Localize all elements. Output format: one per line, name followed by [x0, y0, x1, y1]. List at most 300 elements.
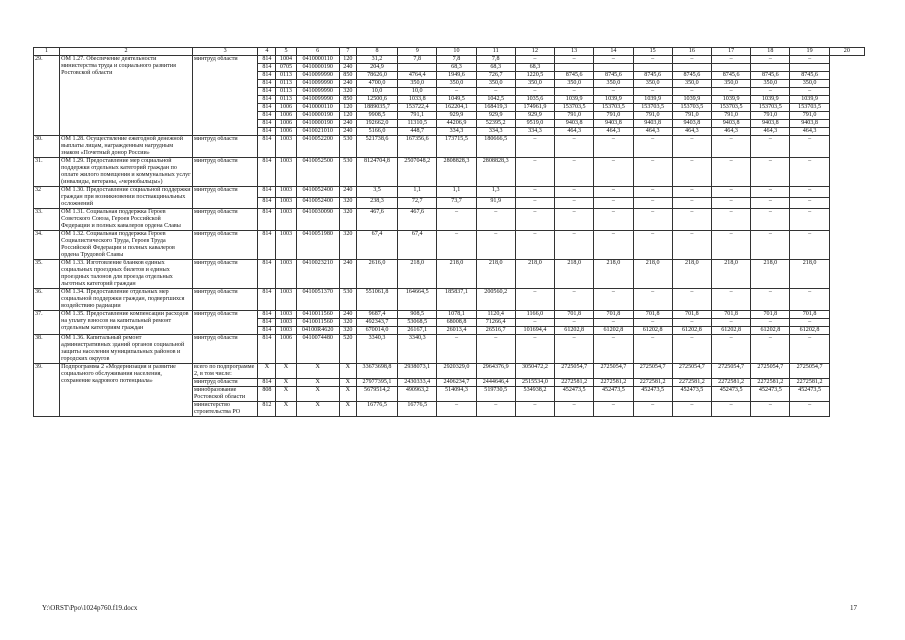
- value-cell: –: [633, 158, 672, 187]
- header-cell: 7: [339, 48, 356, 56]
- value-cell: 1003: [276, 136, 296, 158]
- value-cell: 1042,5: [476, 96, 515, 104]
- value-cell: 7,8: [398, 56, 437, 64]
- value-cell: –: [437, 402, 476, 417]
- value-cell: 701,8: [790, 311, 829, 319]
- value-cell: 0410023210: [296, 260, 339, 289]
- header-cell: 8: [356, 48, 397, 56]
- value-cell: 68,3: [476, 64, 515, 72]
- value-cell: 350,0: [633, 80, 672, 88]
- value-cell: –: [751, 198, 790, 209]
- row-number-cell: 32: [34, 187, 60, 209]
- row-number-cell: 33.: [34, 209, 60, 231]
- value-cell: 0410052500: [296, 158, 339, 187]
- value-cell: –: [476, 209, 515, 231]
- value-cell: 492343,7: [356, 319, 397, 327]
- value-cell: –: [633, 136, 672, 158]
- value-cell: 2406234,7: [437, 379, 476, 387]
- value-cell: –: [672, 335, 711, 364]
- value-cell: 814: [258, 80, 276, 88]
- value-cell: 0113: [276, 80, 296, 88]
- value-cell: –: [515, 88, 554, 96]
- value-cell: 0410051370: [296, 289, 339, 311]
- value-cell: –: [712, 402, 751, 417]
- value-cell: 218,0: [398, 260, 437, 289]
- header-row: [34, 48, 865, 56]
- value-cell: 1039,9: [790, 96, 829, 104]
- value-cell: 701,8: [555, 311, 594, 319]
- value-cell: –: [672, 209, 711, 231]
- value-cell: 0410000190: [296, 120, 339, 128]
- value-cell: 467,6: [398, 209, 437, 231]
- value-cell: 814: [258, 319, 276, 327]
- value-cell: 1006: [276, 120, 296, 128]
- value-cell: 3340,3: [398, 335, 437, 364]
- value-cell: 200560,2: [476, 289, 515, 311]
- value-cell: 791,0: [712, 112, 751, 120]
- header-cell: 11: [476, 48, 515, 56]
- value-cell: 9403,8: [594, 120, 633, 128]
- row-number-cell: 31.: [34, 158, 60, 187]
- value-cell: 929,9: [515, 112, 554, 120]
- budget-table: [33, 47, 865, 417]
- value-cell: 120: [339, 104, 356, 112]
- value-cell: –: [555, 231, 594, 260]
- value-cell: –: [712, 335, 751, 364]
- value-cell: 31,2: [356, 56, 397, 64]
- value-cell: –: [712, 209, 751, 231]
- value-cell: –: [790, 289, 829, 311]
- value-cell: 726,7: [476, 72, 515, 80]
- executor-cell: министерство строительства РО: [192, 402, 257, 417]
- value-cell: 218,0: [672, 260, 711, 289]
- value-cell: –: [594, 289, 633, 311]
- value-cell: [790, 64, 829, 72]
- value-cell: 514094,3: [437, 387, 476, 402]
- value-cell: –: [515, 56, 554, 64]
- value-cell: –: [555, 158, 594, 187]
- value-cell: 120: [339, 112, 356, 120]
- value-cell: 1039,9: [712, 96, 751, 104]
- value-cell: 180666,5: [476, 136, 515, 158]
- measure-name-cell: ОМ 1.33. Изготовление бланков единых социальных проездных билетов и единых проездных талонов для проезда отдельных льготных категорий граждан: [60, 260, 193, 289]
- value-cell: –: [751, 56, 790, 64]
- value-cell: Х: [339, 364, 356, 379]
- header-cell: 17: [712, 48, 751, 56]
- row-number-cell: 29.: [34, 56, 60, 136]
- value-cell: 320: [339, 231, 356, 260]
- value-cell: 218,0: [633, 260, 672, 289]
- value-cell: –: [476, 402, 515, 417]
- table-row: [34, 231, 865, 260]
- value-cell: 218,0: [790, 260, 829, 289]
- value-cell: –: [633, 88, 672, 96]
- row-number-cell: 37.: [34, 311, 60, 335]
- value-cell: –: [751, 231, 790, 260]
- value-cell: 9908,5: [356, 112, 397, 120]
- value-cell: 452473,5: [633, 387, 672, 402]
- value-cell: 1220,5: [515, 72, 554, 80]
- value-cell: –: [790, 335, 829, 364]
- value-cell: 0410021010: [296, 128, 339, 136]
- value-cell: 814: [258, 120, 276, 128]
- measure-name-cell: ОМ 1.28. Осуществление ежегодной денежной выплаты лицам, награжденным нагрудным знаком «Почетный донор России»: [60, 136, 193, 158]
- value-cell: –: [594, 136, 633, 158]
- value-cell: –: [515, 187, 554, 198]
- value-cell: 2725054,7: [594, 364, 633, 379]
- value-cell: –: [633, 198, 672, 209]
- value-cell: –: [712, 231, 751, 260]
- value-cell: 1004: [276, 56, 296, 64]
- value-cell: 153703,5: [555, 104, 594, 112]
- executor-cell: минтруд области: [192, 231, 257, 260]
- value-cell: –: [751, 136, 790, 158]
- value-cell: –: [790, 187, 829, 198]
- header-cell: 4: [258, 48, 276, 56]
- row-number-cell: 30.: [34, 136, 60, 158]
- value-cell: 1039,9: [594, 96, 633, 104]
- value-cell: 1039,9: [633, 96, 672, 104]
- value-cell: –: [751, 319, 790, 327]
- value-cell: 1889035,7: [356, 104, 397, 112]
- value-cell: 701,8: [672, 311, 711, 319]
- value-cell: 8745,6: [790, 72, 829, 80]
- value-cell: 0410000190: [296, 64, 339, 72]
- value-cell: 8745,6: [712, 72, 751, 80]
- value-cell: 204,9: [356, 64, 397, 72]
- value-cell: –: [672, 136, 711, 158]
- value-cell: 91,9: [476, 198, 515, 209]
- value-cell: –: [790, 319, 829, 327]
- value-cell: –: [672, 319, 711, 327]
- value-cell: –: [515, 136, 554, 158]
- executor-cell: минтруд области: [192, 260, 257, 289]
- value-cell: 61202,8: [555, 327, 594, 335]
- value-cell: 68,3: [437, 64, 476, 72]
- value-cell: 153722,4: [398, 104, 437, 112]
- value-cell: [398, 64, 437, 72]
- value-cell: –: [594, 187, 633, 198]
- value-cell: Х: [276, 364, 296, 379]
- value-cell: 72,7: [398, 198, 437, 209]
- value-cell: 9403,8: [712, 120, 751, 128]
- value-cell: 0410099990: [296, 96, 339, 104]
- value-cell: 101694,4: [515, 327, 554, 335]
- value-cell: –: [790, 158, 829, 187]
- value-cell: –: [712, 158, 751, 187]
- value-cell: –: [633, 289, 672, 311]
- value-cell: [633, 64, 672, 72]
- value-cell: 67,4: [398, 231, 437, 260]
- table-row: [34, 335, 865, 364]
- value-cell: 16776,5: [356, 402, 397, 417]
- value-cell: 0410011560: [296, 319, 339, 327]
- value-cell: Х: [339, 402, 356, 417]
- value-cell: 9687,4: [356, 311, 397, 319]
- value-cell: 120: [339, 56, 356, 64]
- value-cell: 1003: [276, 158, 296, 187]
- executor-cell: минтруд области: [192, 136, 257, 158]
- value-cell: 173715,5: [437, 136, 476, 158]
- value-cell: –: [594, 402, 633, 417]
- value-cell: 218,0: [594, 260, 633, 289]
- value-cell: –: [751, 289, 790, 311]
- value-cell: 5679514,2: [356, 387, 397, 402]
- table-row: [34, 311, 865, 319]
- value-cell: 2272581,2: [790, 379, 829, 387]
- value-cell: –: [672, 231, 711, 260]
- value-cell: 185837,1: [437, 289, 476, 311]
- value-cell: 814: [258, 112, 276, 120]
- value-cell: 1039,9: [555, 96, 594, 104]
- value-cell: 2725054,7: [751, 364, 790, 379]
- table-row: [34, 158, 865, 187]
- value-cell: 814: [258, 128, 276, 136]
- executor-cell: минтруд области: [192, 379, 257, 387]
- value-cell: 2725054,7: [555, 364, 594, 379]
- page-number: 17: [850, 604, 857, 612]
- value-cell: –: [790, 88, 829, 96]
- value-cell: 464,3: [751, 128, 790, 136]
- value-cell: 791,0: [633, 112, 672, 120]
- value-cell: –: [790, 209, 829, 231]
- value-cell: 73,7: [437, 198, 476, 209]
- value-cell: –: [712, 319, 751, 327]
- value-cell: –: [672, 198, 711, 209]
- value-cell: 0410052400: [296, 198, 339, 209]
- value-cell: 350,0: [672, 80, 711, 88]
- value-cell: 167356,6: [398, 136, 437, 158]
- value-cell: 1049,5: [437, 96, 476, 104]
- value-cell: 5166,0: [356, 128, 397, 136]
- value-cell: –: [790, 231, 829, 260]
- value-cell: 1006: [276, 335, 296, 364]
- value-cell: 0113: [276, 88, 296, 96]
- header-cell: 12: [515, 48, 554, 56]
- table-row: [34, 136, 865, 158]
- value-cell: 2272581,2: [555, 379, 594, 387]
- value-cell: 0410074480: [296, 335, 339, 364]
- value-cell: 04100R4620: [296, 327, 339, 335]
- value-cell: 452473,5: [594, 387, 633, 402]
- table-row: [34, 187, 865, 198]
- executor-cell: минтруд области: [192, 158, 257, 187]
- value-cell: 2272581,2: [594, 379, 633, 387]
- value-cell: 814: [258, 311, 276, 319]
- value-cell: 814: [258, 88, 276, 96]
- value-cell: 791,0: [555, 112, 594, 120]
- value-cell: [672, 64, 711, 72]
- value-cell: 519730,5: [476, 387, 515, 402]
- value-cell: 153703,5: [633, 104, 672, 112]
- value-cell: 350,0: [555, 80, 594, 88]
- value-cell: –: [476, 231, 515, 260]
- value-cell: 1006: [276, 112, 296, 120]
- value-cell: 350,0: [437, 80, 476, 88]
- header-cell: 3: [192, 48, 257, 56]
- value-cell: 0410030090: [296, 209, 339, 231]
- value-cell: 670014,0: [356, 327, 397, 335]
- value-cell: 2725054,7: [672, 364, 711, 379]
- value-cell: 61202,8: [790, 327, 829, 335]
- value-cell: –: [555, 209, 594, 231]
- value-cell: 10,0: [398, 88, 437, 96]
- value-cell: 464,3: [633, 128, 672, 136]
- value-cell: 452473,5: [555, 387, 594, 402]
- value-cell: 814: [258, 136, 276, 158]
- header-cell: 15: [633, 48, 672, 56]
- value-cell: 334,3: [437, 128, 476, 136]
- value-cell: [712, 64, 751, 72]
- measure-name-cell: ОМ 1.27. Обеспечение деятельности министерства труда и социального развития Ростовской области: [60, 56, 193, 136]
- value-cell: 1006: [276, 128, 296, 136]
- value-cell: –: [555, 402, 594, 417]
- header-cell: 10: [437, 48, 476, 56]
- value-cell: 0410052200: [296, 136, 339, 158]
- value-cell: 1,3: [476, 187, 515, 198]
- value-cell: 1003: [276, 289, 296, 311]
- value-cell: 814: [258, 335, 276, 364]
- value-cell: 320: [339, 209, 356, 231]
- value-cell: Х: [276, 379, 296, 387]
- value-cell: –: [712, 289, 751, 311]
- value-cell: 452473,5: [751, 387, 790, 402]
- value-cell: 320: [339, 327, 356, 335]
- table-row: [34, 364, 865, 379]
- value-cell: 2272581,2: [712, 379, 751, 387]
- value-cell: 8745,6: [555, 72, 594, 80]
- value-cell: Х: [258, 364, 276, 379]
- value-cell: 240: [339, 64, 356, 72]
- value-cell: 791,0: [594, 112, 633, 120]
- value-cell: 814: [258, 379, 276, 387]
- value-cell: –: [594, 335, 633, 364]
- value-cell: –: [633, 319, 672, 327]
- value-cell: 812: [258, 402, 276, 417]
- value-cell: Х: [276, 402, 296, 417]
- value-cell: 2507048,2: [398, 158, 437, 187]
- value-cell: 2272581,2: [633, 379, 672, 387]
- value-cell: 1003: [276, 231, 296, 260]
- value-cell: 1035,6: [515, 96, 554, 104]
- value-cell: –: [555, 56, 594, 64]
- value-cell: 521738,6: [356, 136, 397, 158]
- header-cell: 2: [60, 48, 193, 56]
- value-cell: 1006: [276, 104, 296, 112]
- value-cell: 2616,0: [356, 260, 397, 289]
- value-cell: 791,1: [398, 112, 437, 120]
- value-cell: 240: [339, 187, 356, 198]
- value-cell: 534938,2: [515, 387, 554, 402]
- value-cell: 78626,0: [356, 72, 397, 80]
- executor-cell: минтруд области: [192, 56, 257, 136]
- value-cell: –: [672, 88, 711, 96]
- value-cell: 3,5: [356, 187, 397, 198]
- table-row: [34, 260, 865, 289]
- value-cell: 8745,6: [633, 72, 672, 80]
- row-number-cell: 39.: [34, 364, 60, 417]
- header-cell: 18: [751, 48, 790, 56]
- value-cell: 2430333,4: [398, 379, 437, 387]
- row-number-cell: 38.: [34, 335, 60, 364]
- value-cell: 1039,9: [672, 96, 711, 104]
- value-cell: 0410000110: [296, 104, 339, 112]
- value-cell: 452473,5: [790, 387, 829, 402]
- value-cell: 61202,8: [594, 327, 633, 335]
- value-cell: –: [437, 335, 476, 364]
- value-cell: –: [555, 88, 594, 96]
- value-cell: 791,0: [751, 112, 790, 120]
- value-cell: –: [555, 319, 594, 327]
- value-cell: 814: [258, 104, 276, 112]
- value-cell: 2725054,7: [790, 364, 829, 379]
- value-cell: 3340,3: [356, 335, 397, 364]
- value-cell: 701,8: [594, 311, 633, 319]
- value-cell: –: [751, 402, 790, 417]
- value-cell: 1,1: [437, 187, 476, 198]
- value-cell: 8745,6: [672, 72, 711, 80]
- value-cell: 464,3: [790, 128, 829, 136]
- value-cell: 334,3: [515, 128, 554, 136]
- value-cell: 320: [339, 88, 356, 96]
- header-cell: 20: [829, 48, 864, 56]
- value-cell: 218,0: [515, 260, 554, 289]
- executor-cell: минтруд области: [192, 289, 257, 311]
- measure-name-cell: ОМ 1.32. Социальная поддержка Героев Социалистического Труда, Героев Труда Российской Федерации и полных кавалеров ордена Трудовой Славы: [60, 231, 193, 260]
- value-cell: 26013,4: [437, 327, 476, 335]
- value-cell: –: [712, 187, 751, 198]
- value-cell: 61202,8: [712, 327, 751, 335]
- value-cell: [751, 64, 790, 72]
- value-cell: 0410052400: [296, 187, 339, 198]
- value-cell: –: [555, 198, 594, 209]
- value-cell: 701,8: [751, 311, 790, 319]
- value-cell: 1,1: [398, 187, 437, 198]
- value-cell: 814: [258, 96, 276, 104]
- value-cell: –: [751, 335, 790, 364]
- value-cell: 0410000190: [296, 112, 339, 120]
- value-cell: 0113: [276, 96, 296, 104]
- header-cell: 9: [398, 48, 437, 56]
- value-cell: 2808828,3: [437, 158, 476, 187]
- value-cell: 153703,5: [751, 104, 790, 112]
- value-cell: 350,0: [790, 80, 829, 88]
- value-cell: 814: [258, 260, 276, 289]
- measure-name-cell: ОМ 1.34. Предоставление отдельных мер социальной поддержки граждан, подвергшихся воздействию радиации: [60, 289, 193, 311]
- value-cell: 218,0: [712, 260, 751, 289]
- value-cell: –: [712, 88, 751, 96]
- value-cell: 814: [258, 327, 276, 335]
- value-cell: 218,0: [476, 260, 515, 289]
- value-cell: 10,0: [356, 88, 397, 96]
- value-cell: –: [790, 56, 829, 64]
- value-cell: 0410011560: [296, 311, 339, 319]
- value-cell: 464,3: [712, 128, 751, 136]
- measure-name-cell: Подпрограмма 2 «Модернизация и развитие социального обслуживания населения, сохранение кадрового потенциала»: [60, 364, 193, 417]
- value-cell: –: [633, 56, 672, 64]
- value-cell: 12500,6: [356, 96, 397, 104]
- value-cell: 320: [339, 319, 356, 327]
- header-cell: 16: [672, 48, 711, 56]
- value-cell: 814: [258, 158, 276, 187]
- value-cell: 240: [339, 260, 356, 289]
- value-cell: 791,0: [790, 112, 829, 120]
- value-cell: 320: [339, 198, 356, 209]
- value-cell: 701,8: [712, 311, 751, 319]
- value-cell: 850: [339, 96, 356, 104]
- value-cell: 530: [339, 136, 356, 158]
- value-cell: 1003: [276, 187, 296, 198]
